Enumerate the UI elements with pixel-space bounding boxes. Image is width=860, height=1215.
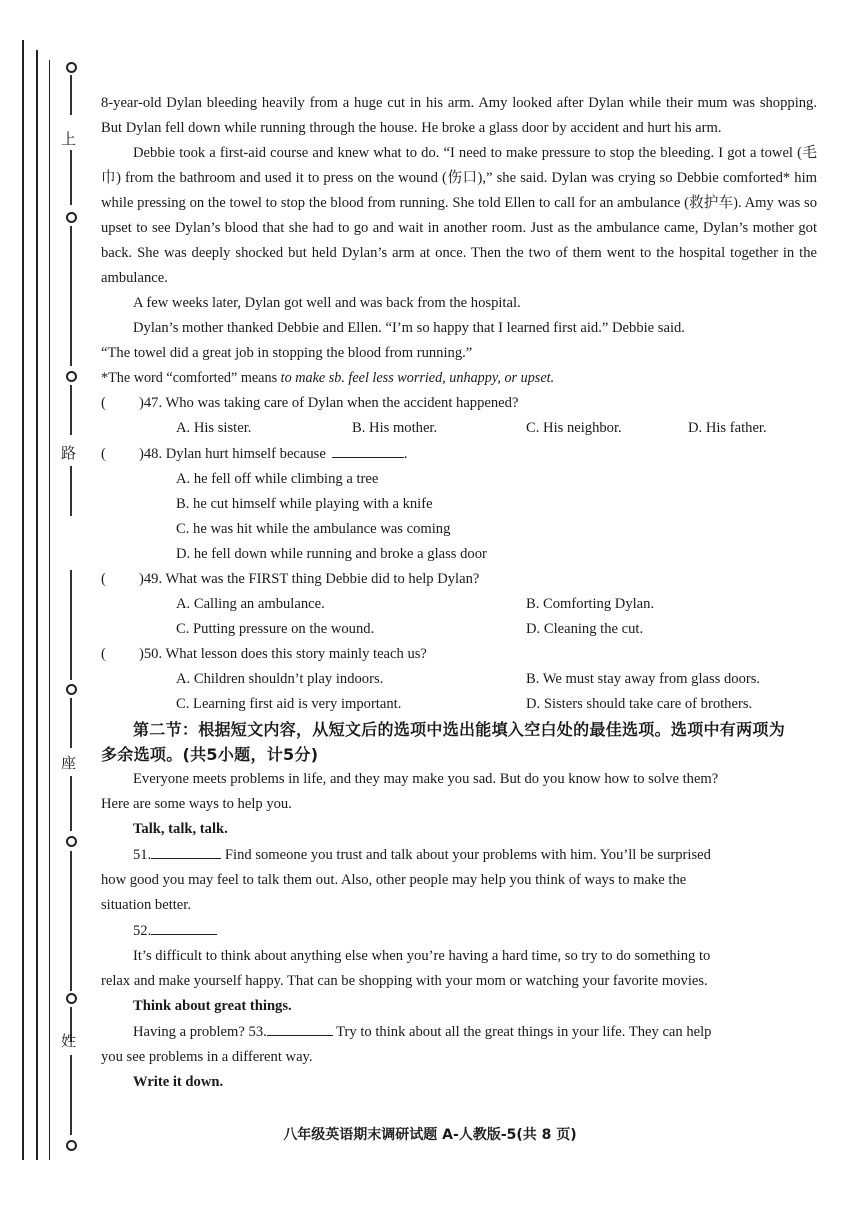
passage-paragraph-3: A few weeks later, Dylan got well and was back from the hospital. xyxy=(133,295,521,311)
passage-paragraph-1: 8-year-old Dylan bleeding heavily from a huge cut in his arm. Amy looked after Dylan while their mum was shopping. But Dylan fell down while running through the house. He broke a glass door by accident and hurt his arm. xyxy=(101,95,817,136)
seal-line-segment xyxy=(70,776,72,831)
question-stem: )48. Dylan hurt himself because xyxy=(139,446,326,462)
option-a[interactable]: A. Calling an ambulance. xyxy=(176,596,325,612)
question-49 xyxy=(101,567,817,592)
section-2-heading: 第二节：根据短文内容，从短文后的选项中选出能填入空白处的最佳选项。选项中有两项为 xyxy=(133,720,786,739)
option-a[interactable]: A. His sister. xyxy=(176,420,252,436)
passage-paragraph-2: Debbie took a first-aid course and knew what to do. “I need to make pressure to stop the bleeding. I got a towel (毛巾) from the bathroom and used it to press on the wound (伤口),” she said. Dylan was crying so Debbie comforted* him while pressing on the towel to stop the blood from running. She told Ellen to call for an ambulance (救护车). Amy was so upset to see Dylan’s blood that she had to go and wait in another room. Just as the ambulance came, Dylan’s mother got back. She was deeply shocked but held Dylan’s arm at once. Then the two of them went to the hospital together in the ambulance. xyxy=(101,145,817,286)
margin-char-shang: 上 xyxy=(61,130,77,148)
question-50 xyxy=(101,642,817,667)
seal-line-segment xyxy=(70,385,72,435)
seal-hole xyxy=(66,371,77,382)
paragraph-52-line-1: It’s difficult to think about anything else when you’re having a hard time, so try to do something to xyxy=(133,948,711,964)
margin-char-zuo: 座 xyxy=(61,754,77,772)
options-47 xyxy=(176,416,817,441)
options-50-row2 xyxy=(176,692,817,717)
paragraph-53-line-2: you see problems in a different way. xyxy=(101,1049,313,1065)
paragraph-52-heading xyxy=(101,918,817,944)
seal-line-segment xyxy=(70,698,72,748)
blank-51-number: 51. xyxy=(133,847,152,863)
subheading-think: Think about great things. xyxy=(133,998,292,1014)
question-47 xyxy=(101,391,817,416)
seal-line-segment xyxy=(70,570,72,680)
option-b[interactable]: B. Comforting Dylan. xyxy=(526,596,655,612)
question-48: ( )48. Dylan hurt himself because . xyxy=(101,441,817,467)
margin-line-third xyxy=(49,60,50,1160)
question-stem: )49. What was the FIRST thing Debbie did to help Dylan? xyxy=(139,571,480,587)
passage-paragraph-4-cont: “The towel did a great job in stopping the blood from running.” xyxy=(101,345,473,361)
paragraph-53-pre: Having a problem? xyxy=(133,1024,245,1040)
margin-char-lu: 路 xyxy=(61,444,77,462)
footnote xyxy=(101,366,817,391)
option-b[interactable]: B. he cut himself while playing with a knife xyxy=(176,496,433,512)
options-50-row1 xyxy=(176,667,817,692)
seal-hole xyxy=(66,836,77,847)
subheading-talk: Talk, talk, talk. xyxy=(133,821,228,837)
paragraph-51-line-3: situation better. xyxy=(101,897,191,913)
option-c[interactable]: C. Learning first aid is very important. xyxy=(176,696,402,712)
seal-hole xyxy=(66,993,77,1004)
paragraph-51-text: Find someone you trust and talk about your problems with him. You’ll be surprised xyxy=(224,847,711,863)
paragraph-53-line-1 xyxy=(101,1019,817,1045)
answer-blank[interactable] xyxy=(332,441,404,458)
page-footer: 八年级英语期末调研试题 A-人教版-5(共 8 页) xyxy=(283,1127,577,1143)
option-d[interactable]: D. Sisters should take care of brothers. xyxy=(526,696,753,712)
seal-line-segment xyxy=(70,466,72,516)
intro-line-1: Everyone meets problems in life, and they may make you sad. But do you know how to solve them? xyxy=(133,771,719,787)
page-content xyxy=(101,91,817,1095)
answer-blank-53[interactable] xyxy=(267,1019,333,1036)
blank-53-number: 53. xyxy=(248,1024,267,1040)
seal-hole xyxy=(66,212,77,223)
seal-line-segment xyxy=(70,226,72,366)
seal-hole xyxy=(66,62,77,73)
option-d[interactable]: D. he fell down while running and broke a glass door xyxy=(176,546,487,562)
option-a[interactable]: A. he fell off while climbing a tree xyxy=(176,471,379,487)
question-stem: )50. What lesson does this story mainly teach us? xyxy=(139,646,427,662)
margin-line-inner xyxy=(36,50,38,1160)
passage-paragraph-4: Dylan’s mother thanked Debbie and Ellen. “I’m so happy that I learned first aid.” Debbie said. xyxy=(133,320,685,336)
answer-blank-52[interactable] xyxy=(151,918,217,935)
question-stem: )47. Who was taking care of Dylan when the accident happened? xyxy=(139,395,519,411)
option-a[interactable]: A. Children shouldn’t play indoors. xyxy=(176,671,384,687)
margin-line-outer xyxy=(22,40,24,1160)
answer-paren[interactable]: ( xyxy=(101,646,106,662)
paragraph-51-line-2: how good you may feel to talk them out. Also, other people may help you think of ways to make the xyxy=(101,872,687,888)
seal-hole xyxy=(66,684,77,695)
footnote-prefix: *The word “comforted” means xyxy=(101,370,281,386)
subheading-write: Write it down. xyxy=(133,1074,224,1090)
options-49-row2 xyxy=(176,617,817,642)
option-b[interactable]: B. His mother. xyxy=(352,420,438,436)
section-2-heading-cont: 多余选项。(共5小题，计5分) xyxy=(101,745,319,764)
option-d[interactable]: D. His father. xyxy=(688,420,767,436)
seal-line-segment xyxy=(70,75,72,115)
intro-line-2: Here are some ways to help you. xyxy=(101,796,292,812)
option-b[interactable]: B. We must stay away from glass doors. xyxy=(526,671,761,687)
option-c[interactable]: C. he was hit while the ambulance was coming xyxy=(176,521,451,537)
option-c[interactable]: C. His neighbor. xyxy=(526,420,622,436)
option-c[interactable]: C. Putting pressure on the wound. xyxy=(176,621,375,637)
blank-52-number: 52. xyxy=(133,923,152,939)
seal-line-segment xyxy=(70,851,72,991)
margin-char-xing: 姓 xyxy=(61,1032,77,1050)
answer-paren[interactable]: ( xyxy=(101,446,106,462)
paragraph-51 xyxy=(101,842,817,868)
answer-paren[interactable]: ( xyxy=(101,571,106,587)
answer-paren[interactable]: ( xyxy=(101,395,106,411)
seal-line-segment xyxy=(70,1055,72,1135)
option-d[interactable]: D. Cleaning the cut. xyxy=(526,621,644,637)
paragraph-52-line-2: relax and make yourself happy. That can be shopping with your mom or watching your favorite movies. xyxy=(101,973,708,989)
seal-line-segment xyxy=(70,150,72,205)
paragraph-53-post: Try to think about all the great things in your life. They can help xyxy=(336,1024,712,1040)
answer-blank-51[interactable] xyxy=(151,842,221,859)
footnote-definition: to make sb. feel less worried, unhappy, or upset. xyxy=(280,370,555,386)
options-49-row1 xyxy=(176,592,817,617)
